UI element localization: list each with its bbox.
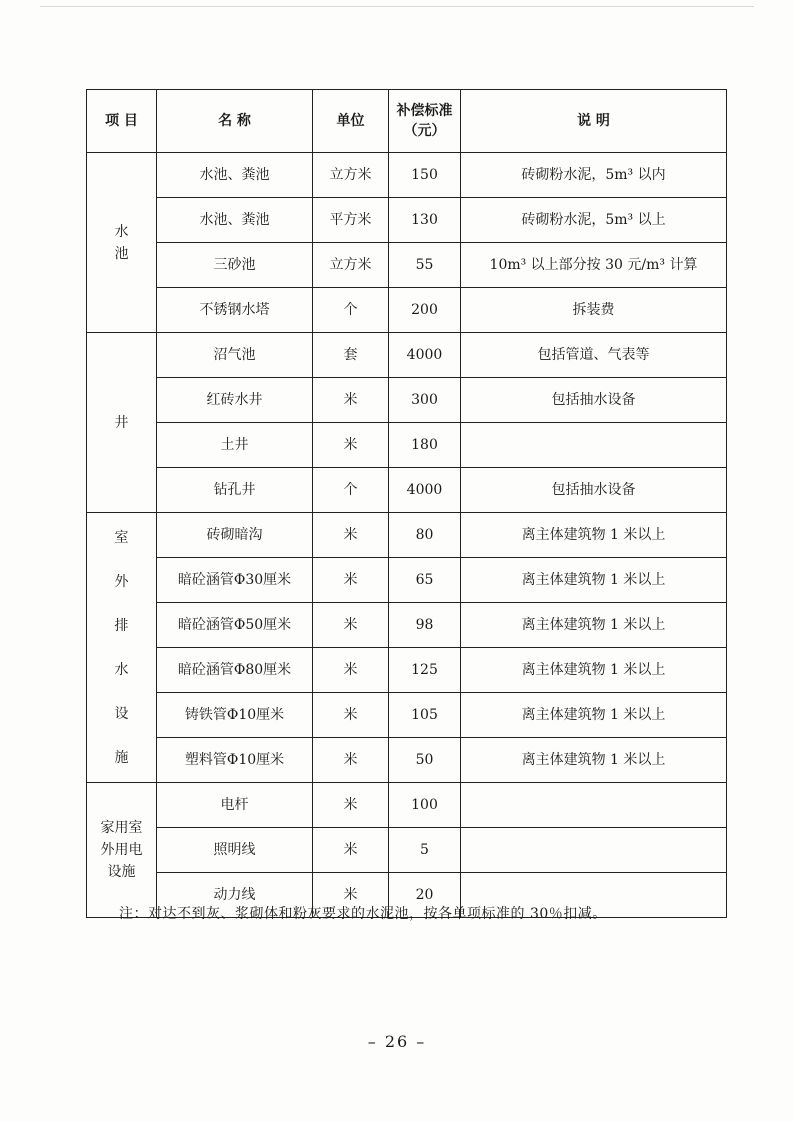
- cell-price: 100: [389, 783, 461, 828]
- cell-unit: 米: [313, 738, 389, 783]
- cell-unit: 米: [313, 558, 389, 603]
- cell-note: 10m³ 以上部分按 30 元/m³ 计算: [461, 243, 727, 288]
- cell-price: 50: [389, 738, 461, 783]
- table-row: [87, 828, 727, 873]
- table-row: [87, 198, 727, 243]
- cell-name: 三砂池: [157, 243, 313, 288]
- cell-unit: 平方米: [313, 198, 389, 243]
- cell-name: 动力线: [157, 873, 313, 918]
- cell-price: 200: [389, 288, 461, 333]
- category-label: 设: [114, 705, 129, 722]
- table-row: [87, 603, 727, 648]
- cell-name: 暗砼涵管Φ50厘米: [157, 603, 313, 648]
- category-label: 池: [114, 245, 129, 262]
- cell-price: 4000: [389, 333, 461, 378]
- cell-note: [461, 783, 727, 828]
- category-label: 施: [114, 749, 129, 766]
- cell-note: 砖砌粉水泥，5m³ 以内: [461, 153, 727, 198]
- category-label: 外: [114, 573, 129, 590]
- footnote: 注：对达不到灰、浆砌体和粉灰要求的水泥池，按各单项标准的 30％扣减。: [119, 906, 607, 922]
- cell-note: 离主体建筑物 1 米以上: [461, 648, 727, 693]
- cell-name: 红砖水井: [157, 378, 313, 423]
- category-label: 水: [114, 661, 129, 678]
- cell-name: 水池、粪池: [157, 153, 313, 198]
- cell-unit: 米: [313, 378, 389, 423]
- category-label: 设施: [107, 864, 136, 880]
- cell-name: 水池、粪池: [157, 198, 313, 243]
- cell-note: [461, 828, 727, 873]
- cell-name: 暗砼涵管Φ80厘米: [157, 648, 313, 693]
- category-label: 井: [114, 414, 129, 431]
- table-row: [87, 423, 727, 468]
- cell-name: 砖砌暗沟: [157, 513, 313, 558]
- cell-name: 暗砼涵管Φ30厘米: [157, 558, 313, 603]
- cell-unit: 米: [313, 513, 389, 558]
- cell-unit: 米: [313, 603, 389, 648]
- table-row: [87, 783, 727, 828]
- category-cell: [87, 783, 157, 918]
- table-row: [87, 513, 727, 558]
- category-label: 水: [114, 223, 129, 240]
- cell-name: 钻孔井: [157, 468, 313, 513]
- cell-unit: 米: [313, 783, 389, 828]
- cell-price: 130: [389, 198, 461, 243]
- cell-price: 4000: [389, 468, 461, 513]
- cell-name: 铸铁管Φ10厘米: [157, 693, 313, 738]
- category-cell: [87, 333, 157, 513]
- cell-unit: 立方米: [313, 243, 389, 288]
- cell-note: 砖砌粉水泥，5m³ 以上: [461, 198, 727, 243]
- category-label: 外用电: [100, 842, 143, 858]
- cell-name: 电杆: [157, 783, 313, 828]
- table-row: [87, 243, 727, 288]
- scan-edge: [40, 6, 754, 7]
- cell-unit: 米: [313, 693, 389, 738]
- cell-note: 包括抽水设备: [461, 468, 727, 513]
- table-row: [87, 558, 727, 603]
- cell-price: 20: [389, 873, 461, 918]
- cell-price: 300: [389, 378, 461, 423]
- cell-unit: 米: [313, 873, 389, 918]
- cell-note: 离主体建筑物 1 米以上: [461, 603, 727, 648]
- cell-unit: 米: [313, 423, 389, 468]
- cell-unit: 立方米: [313, 153, 389, 198]
- cell-name: 土井: [157, 423, 313, 468]
- cell-note: [461, 423, 727, 468]
- cell-price: 180: [389, 423, 461, 468]
- cell-name: 沼气池: [157, 333, 313, 378]
- table-row: [87, 333, 727, 378]
- cell-price: 105: [389, 693, 461, 738]
- cell-price: 65: [389, 558, 461, 603]
- page-number: – 26 –: [367, 1032, 427, 1051]
- table-row: [87, 738, 727, 783]
- cell-note: 离主体建筑物 1 米以上: [461, 558, 727, 603]
- header-unit: 单位: [313, 90, 389, 153]
- cell-note: 包括抽水设备: [461, 378, 727, 423]
- cell-note: 离主体建筑物 1 米以上: [461, 693, 727, 738]
- header-item: 项 目: [87, 90, 157, 153]
- header-description: 说 明: [461, 90, 727, 153]
- table-row: [87, 648, 727, 693]
- cell-unit: 个: [313, 288, 389, 333]
- cell-price: 150: [389, 153, 461, 198]
- cell-name: 不锈钢水塔: [157, 288, 313, 333]
- cell-price: 55: [389, 243, 461, 288]
- cell-unit: 套: [313, 333, 389, 378]
- table-row: [87, 378, 727, 423]
- table-row: [87, 288, 727, 333]
- category-cell: [87, 513, 157, 783]
- header-name: 名 称: [157, 90, 313, 153]
- cell-unit: 米: [313, 648, 389, 693]
- cell-unit: 米: [313, 828, 389, 873]
- table-row: [87, 693, 727, 738]
- category-label: 室: [114, 529, 129, 546]
- cell-note: 包括管道、气表等: [461, 333, 727, 378]
- table-row: [87, 468, 727, 513]
- cell-price: 125: [389, 648, 461, 693]
- compensation-table: [86, 89, 727, 918]
- table-body: [87, 153, 727, 918]
- table-row: [87, 153, 727, 198]
- cell-price: 5: [389, 828, 461, 873]
- cell-price: 80: [389, 513, 461, 558]
- category-label: 家用室: [100, 820, 143, 836]
- cell-unit: 个: [313, 468, 389, 513]
- cell-note: 离主体建筑物 1 米以上: [461, 738, 727, 783]
- table-header-row: [87, 90, 727, 153]
- cell-note: 离主体建筑物 1 米以上: [461, 513, 727, 558]
- header-standard: 补偿标准（元）: [389, 90, 461, 153]
- cell-name: 塑料管Φ10厘米: [157, 738, 313, 783]
- cell-name: 照明线: [157, 828, 313, 873]
- category-label: 排: [114, 617, 129, 634]
- cell-note: 拆装费: [461, 288, 727, 333]
- category-cell: [87, 153, 157, 333]
- cell-price: 98: [389, 603, 461, 648]
